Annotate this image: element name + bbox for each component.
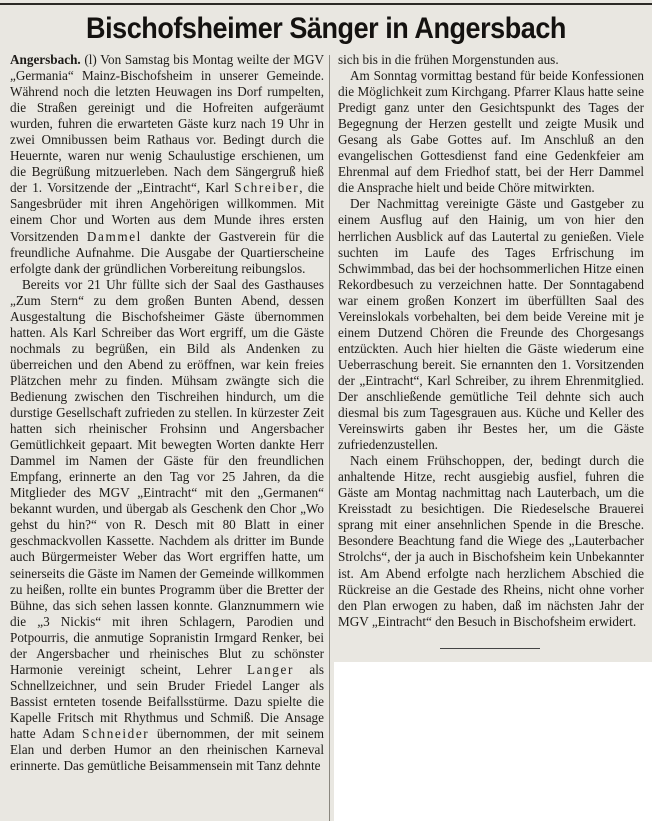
paragraph-continued: sich bis in die frühen Morgenstunden aus. (338, 52, 559, 67)
column-left (10, 52, 324, 774)
paragraph-2-end: übernommen, der mit seinem Elan und derben Humor an den rheinischen Karneval erinnerte. Das gemütliche Beisammensein mit Tanz dehnte (10, 725, 324, 774)
paragraph-1-text: (l) Von Samstag bis Montag weilte der MGV „Germania“ Mainz-Bischofsheim in unserer Gemeinde. Während noch die letzten Heuwagen ins Dorf rumpelten, die Straßen gereinigt und die Hofreiten aufgeräumt wurden, fuhren die erwarteten Gäste kurz nach 19 Uhr in zwei Omnibussen beim Rathaus vor. Bedingt durch die Heuernte, waren nur wenig Schaulustige erschienen, um die Begrüßung mitzuerleben. Nach dem Sängergruß hieß der 1. Vorsitzende der „Eintracht“, Karl (10, 52, 325, 196)
name-schneider: Schneider (82, 725, 150, 741)
name-langer: Langer (247, 661, 294, 677)
dateline: Angersbach. (10, 52, 81, 67)
paragraph-1-mid: , die Sangesbrüder mit ihren Angehörigen willkommen. Mit einem Chor und Worten aus dem Munde ihres ersten Vorsitzenden (10, 180, 324, 244)
paragraph-1 (10, 52, 324, 277)
column-divider (329, 55, 330, 821)
name-dammel: Dammel (86, 228, 142, 244)
paragraph-2-mid: als Schnellzeichner, und sein Bruder Friedel Langer als Bassist ernteten tosende Beifallsstürme. Dazu spielte die Kapelle Fritsch mit Rhythmus und Schmiß. Die Ansage hatte Adam (10, 661, 325, 741)
name-schreiber: Schreiber (234, 180, 300, 196)
article-headline: Bischofsheimer Sänger in Angersbach (86, 12, 566, 45)
paragraph-2-text: Bereits vor 21 Uhr füllte sich der Saal des Gasthauses „Zum Stern“ zu dem großen Bunten Abend, dessen Ausgestaltung die Bischofsheimer Gäste übernommen hatten. Als Karl Schreiber das Wort ergriff, um die Gäste nochmals zu begrüßen, ein Bild als Andenken zu überreichen und den Abend zu eröffnen, war kein freies Plätzchen mehr zu finden. Mühsam zwängte sich die Bedienung zwischen den Tischreihen hindurch, um die durstige Gesellschaft zufrieden zu stellen. In kürzester Zeit hatten sich rheinischer Frohsinn und Angersbacher Gemütlichkeit gepaart. Mit bewegten Worten dankte Herr Dammel im Namen der Gäste für den freundlichen Empfang, erinnerte an den Tag vor 25 Jahren, da die Mitglieder des MGV „Eintracht“ mit den „Germanen“ bekannt wurden, und übergab als Geschenk den Chor „Wo gehst du hin?“ von R. Desch mit 80 Blatt in einer geschmackvollen Kassette. Nachdem als dritter im Bunde auch Bürgermeister Weber das Wort ergriffen hatte, um seinerseits die Gäste im Namen der Gemeinde willkommen zu heißen, rollte ein buntes Programm über die Bretter der Bühne, das sich sehen lassen konnte. Glanznummern wie die „3 Nickis“ mit ihren Schlagern, Parodien und Potpourris, die anmutige Sopranistin Irmgard Renker, bei der Angersbacher und rheinisches Blut zu schönster Harmonie vereinigt scheint, Lehrer (10, 276, 324, 677)
paragraph-1-end: dankte der Gastverein für die freundliche Aufnahme. Die Ausgabe der Quartierscheine erfolgte dank der gründlichen Vorbereitung reibungslos. (10, 228, 324, 276)
blank-margin (334, 662, 652, 821)
paragraph-2 (10, 277, 324, 774)
paragraph-monday: Nach einem Frühschoppen, der, bedingt durch die anhaltende Hitze, recht ausgiebig ausfiel, fuhren die Gäste am Montag nachmittag nach Lauterbach, um die Kreisstadt zu besichtigen. Die Riedeselsche Brauerei sprang mit einer ansehnlichen Spende in die Bresche. Besondere Beachtung fand die Wiege des „Lauterbacher Strolchs“, der ja auch in Bischofsheim kein Unbekannter ist. Am Abend erfolgte nach herzlichem Abschied die Rückreise an die Gestade des Rheins, nicht ohne vorher den Plan erwogen zu haben, daß im nächsten Jahr der MGV „Eintracht“ den Besuch in Bischofsheim erwidert. (338, 453, 644, 629)
top-rule (0, 3, 652, 5)
column-right (338, 52, 644, 630)
paragraph-sunday: Am Sonntag vormittag bestand für beide Konfessionen die Möglichkeit zum Kirchgang. Pfarrer Klaus hatte seine Predigt ganz unter den Gesichtspunkt des Tages der Begegnung der Herzen gestellt und zeigte Musik und Gesang als Gabe Gottes auf. Im Anschluß an den evangelischen Gottesdienst fand eine Gedenkfeier am Ehrenmal auf dem Friedhof statt, bei der Herr Dammel die Ansprache hielt und beide Chöre mitwirkten. (338, 68, 644, 196)
end-rule (440, 648, 540, 649)
paragraph-afternoon: Der Nachmittag vereinigte Gäste und Gastgeber zu einem Ausflug auf den Hainig, um von hier den herrlichen Ausblick auf das Lautertal zu genießen. Viele suchten im Laufe des Tages Erfrischung im Schwimmbad, das bei der hochsommerlichen Hitze einen Rekordbesuch zu verzeichnen hatte. Der Sonntagabend war einem großen Konzert im überfüllten Saal des Vereinslokals vorbehalten, bei dem beide Vereine mit je einem Dutzend Chören die Freunde des Chorgesangs entzückten. Auch hier hielten die Gäste wiederum eine Ueberraschung bereit. Sie ernannten den 1. Vorsitzenden der „Eintracht“, Karl Schreiber, zu ihrem Ehrenmitglied. Der anschließende gemütliche Teil dehnte sich auch diesmal bis zum Tagesgrauen aus. Küche und Keller des Vereinswirts gaben ihr Bestes her, um die Gäste zufriedenzustellen. (338, 196, 644, 453)
